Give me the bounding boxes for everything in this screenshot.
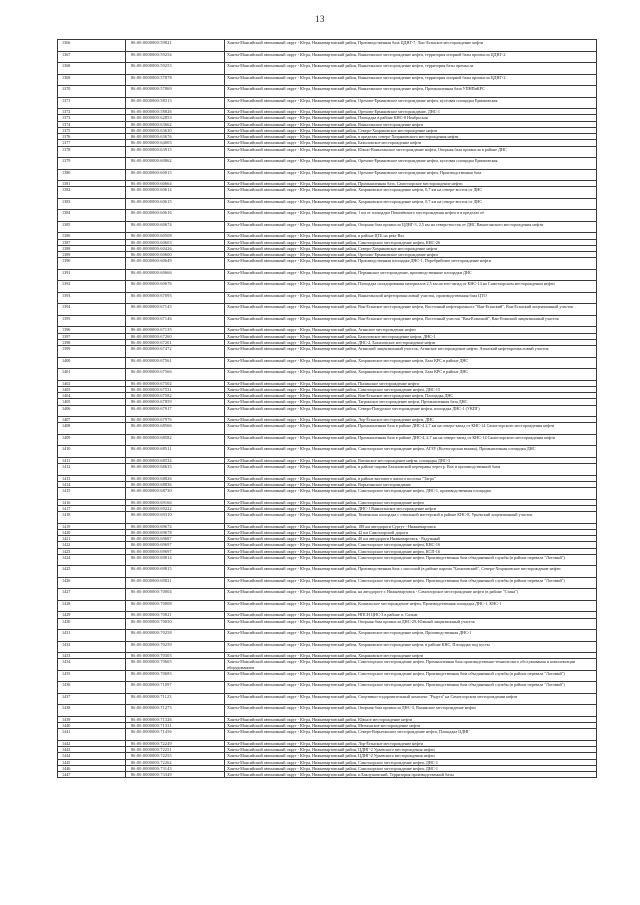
table-row: [58, 659, 597, 671]
registry-table-body: [58, 40, 597, 778]
location-description-cell: Ханты-Мансийский автономный округ - Югра, Нижневартовский район, ДНС-2, Бахиловское месторождение нефти: [225, 339, 597, 345]
cadastral-number-cell: 86:00:0000000:63676: [126, 134, 225, 140]
location-description-cell: Ханты-Мансийский автономный округ - Югра, Нижневартовский район, Промышленная база, Самотлорское месторождение нефти: [225, 181, 597, 187]
page-number: 13: [315, 14, 325, 24]
table-row: [58, 554, 597, 566]
row-number-cell: 1426: [58, 577, 126, 589]
cadastral-number-cell: 86:00:0000000:60666: [126, 269, 225, 281]
location-description-cell: Ханты-Мансийский автономный округ - Югра, Нижневартовский район, Северо-Покурское месторождение нефти, площадка ДНС-1 (УКПГ): [225, 405, 597, 417]
location-description-cell: Ханты-Мансийский автономный округ - Югра, Нижневартовский район, НПСН ЦНС-3 в районе п. Салым: [225, 612, 597, 618]
cadastral-number-cell: 86:00:0000000:71097: [126, 682, 225, 694]
cadastral-number-cell: 86:00:0000000:72255: [126, 753, 225, 759]
cadastral-number-cell: 86:00:0000000:59254: [126, 51, 225, 63]
row-number-cell: 1396: [58, 327, 126, 333]
location-description-cell: Ханты-Мансийский автономный округ - Югра, Нижневартовский район, Хохряковское месторождение нефти: [225, 653, 597, 659]
cadastral-number-cell: 86:00:0000000:70004: [126, 589, 225, 601]
table-row: [58, 772, 597, 778]
location-description-cell: Ханты-Мансийский автономный округ - Югра, Нижневартовский район, Лор-Ёганское месторождение нефти, ДНС: [225, 417, 597, 423]
location-description-cell: Ханты-Мансийский автономный округ - Югра, Нижневартовский район, Самотлорское месторождение нефти, ДНС-1: [225, 765, 597, 771]
row-number-cell: 1424: [58, 554, 126, 566]
cadastral-number-cell: 86:00:0000000:60676: [126, 281, 225, 293]
cadastral-number-cell: 86:00:0000000:60674: [126, 221, 225, 233]
cadastral-number-cell: 86:00:0000000:60614: [126, 187, 225, 199]
table-row: [58, 357, 597, 369]
row-number-cell: 1376: [58, 134, 126, 140]
row-number-cell: 1415: [58, 488, 126, 500]
location-description-cell: Ханты-Мансийский автономный округ - Югра, Нижневартовский район, Самотлорское месторождение нефти, Производственная база объединенной службы (в районе перевала "Лотовый"): [225, 682, 597, 694]
cadastral-number-cell: 86:00:0000000:72262: [126, 759, 225, 765]
row-number-cell: 1380: [58, 169, 126, 181]
table-row: [58, 670, 597, 682]
row-number-cell: 1414: [58, 481, 126, 487]
row-number-cell: 1374: [58, 121, 126, 127]
row-number-cell: 1432: [58, 641, 126, 653]
cadastral-number-cell: 86:00:0000000:60600: [126, 252, 225, 258]
row-number-cell: 1370: [58, 86, 126, 98]
row-number-cell: 1409: [58, 434, 126, 446]
table-row: [58, 269, 597, 281]
location-description-cell: Ханты-Мансийский автономный округ - Югра, Нижневартовский район, Орехово-Ермаковское месторождение нефти, Производственная база: [225, 169, 597, 181]
cadastral-number-cell: 86:00:0000000:68534: [126, 457, 225, 463]
row-number-cell: 1389: [58, 252, 126, 258]
row-number-cell: 1397: [58, 333, 126, 339]
row-number-cell: 1429: [58, 612, 126, 618]
location-description-cell: Ханты-Мансийский автономный округ - Югра, Нижневартовский район, 1 км от площадки Покачёвского месторождения нефти и в пределах её: [225, 210, 597, 222]
location-description-cell: Ханты-Мансийский автономный округ - Югра, Нижневартовский район, Ван-Еганское месторождение нефти, Площадка ДНС: [225, 393, 597, 399]
location-description-cell: Ханты-Мансийский автономный округ - Югра, Нижневартовский район, Площадка в районе КНС-8 Ноябрьская: [225, 115, 597, 121]
row-number-cell: 1421: [58, 536, 126, 542]
location-description-cell: Ханты-Мансийский автономный округ - Югра, Нижневартовский район, Орехово-Ермаковское месторождение нефти: [225, 252, 597, 258]
table-row: [58, 281, 597, 293]
row-number-cell: 1412: [58, 464, 126, 476]
table-row: [58, 630, 597, 642]
table-row: [58, 40, 597, 52]
location-description-cell: Ханты-Мансийский автономный округ - Югра, Нижневартовский район, Промышленная база в районе ДНС-4, 2,7 км на северо-запад от КНС-14 Самотлорского месторождения нефти: [225, 434, 597, 446]
row-number-cell: 1420: [58, 529, 126, 535]
row-number-cell: 1444: [58, 753, 126, 759]
location-description-cell: Ханты-Мансийский автономный округ - Югра, Нижневартовский район, Опорная база промысла ДНС-3, Вахинское месторождение нефти: [225, 705, 597, 717]
cadastral-number-cell: 86:00:0000000:69821: [126, 577, 225, 589]
location-description-cell: Ханты-Мансийский автономный округ - Югра, Нижневартовский район, Ваньеганский нефтепромысловый участок, производственная база ЦТО: [225, 292, 597, 304]
location-description-cell: Ханты-Мансийский автономный округ - Югра, Нижневартовский район, Хохряковское месторождение нефти, База КРС в районе ДНС: [225, 357, 597, 369]
row-number-cell: 1437: [58, 693, 126, 705]
cadastral-number-cell: 86:00:0000000:69678: [126, 529, 225, 535]
row-number-cell: 1382: [58, 187, 126, 199]
location-description-cell: Ханты-Мансийский автономный округ - Югра, Нижневартовский район, 42 км Самотлорской дороги: [225, 529, 597, 535]
row-number-cell: 1401: [58, 369, 126, 381]
cadastral-number-cell: 86:00:0000000:72249: [126, 740, 225, 746]
location-description-cell: Ханты-Мансийский автономный округ - Югра, Нижневартовский район, Агинский лицензионный участок, Агинское месторождение нефти, Агинский нефтепромысловый участок: [225, 346, 597, 358]
table-row: [58, 641, 597, 653]
location-description-cell: Ханты-Мансийский автономный округ - Югра, Нижневартовский район, Самотлорское месторождение нефти: [225, 499, 597, 505]
row-number-cell: 1384: [58, 210, 126, 222]
row-number-cell: 1443: [58, 747, 126, 753]
location-description-cell: Ханты-Мансийский автономный округ - Югра, Нижневартовский район, Северо-Хохряковское месторождение нефти: [225, 127, 597, 133]
location-description-cell: Ханты-Мансийский автономный округ - Югра, Нижневартовский район, Промышленная база в районе ДНС-4 2,7 км на северо-запад от КНС-14 Самотлорского месторождения нефти: [225, 423, 597, 435]
row-number-cell: 1445: [58, 759, 126, 765]
row-number-cell: 1367: [58, 51, 126, 63]
row-number-cell: 1398: [58, 339, 126, 345]
location-description-cell: Ханты-Мансийский автономный округ - Югра, Нижневартовский район, Бахиловское месторождение нефти, ДНС-1: [225, 333, 597, 339]
row-number-cell: 1446: [58, 765, 126, 771]
cadastral-number-cell: 86:00:0000000:67135: [126, 327, 225, 333]
cadastral-number-cell: 86:00:0000000:70021: [126, 612, 225, 618]
table-row: [58, 434, 597, 446]
location-description-cell: Ханты-Мансийский автономный округ - Югра, Нижневартовский район, Орехово-Ермаковское месторождение, ДНС-1: [225, 109, 597, 115]
cadastral-number-cell: 86:00:0000000:60616: [126, 210, 225, 222]
row-number-cell: 1410: [58, 446, 126, 458]
location-description-cell: Ханты-Мансийский автономный округ - Югра, Нижневартовский район, Ваньеганское месторождение нефти, территория опорной базы промысла ЦДНГ-2: [225, 51, 597, 63]
table-row: [58, 51, 597, 63]
location-description-cell: Ханты-Мансийский автономный округ - Югра, Нижневартовский район, Агинское месторождение нефти: [225, 327, 597, 333]
location-description-cell: Ханты-Мансийский автономный округ - Югра, Нижневартовский район, в районе вахтового жилого поселка "Тагра": [225, 475, 597, 481]
location-description-cell: Ханты-Мансийский автономный округ - Югра, Нижневартовский район, Северо-Хохряковское месторождение нефти: [225, 245, 597, 251]
cadastral-number-cell: 86:00:0000000:60426: [126, 245, 225, 251]
cadastral-number-cell: 86:00:0000000:68582: [126, 434, 225, 446]
location-description-cell: Ханты-Мансийский автономный округ - Югра, Нижневартовский район, Лор-Ёганское месторождение нефти: [225, 740, 597, 746]
table-row: [58, 512, 597, 524]
cadastral-number-cell: 86:00:0000000:67472: [126, 346, 225, 358]
table-row: [58, 187, 597, 199]
row-number-cell: 1442: [58, 740, 126, 746]
table-row: [58, 74, 597, 86]
location-description-cell: Ханты-Мансийский автономный округ - Югра, Нижневартовский район, ЦДНГ-2 Урьевского месторождения нефти: [225, 747, 597, 753]
cadastral-number-cell: 86:00:0000000:60649: [126, 258, 225, 270]
row-number-cell: 1417: [58, 505, 126, 511]
row-number-cell: 1375: [58, 127, 126, 133]
row-number-cell: 1390: [58, 258, 126, 270]
location-description-cell: Ханты-Мансийский автономный округ - Югра, Нижневартовский район, Самотлорское месторождение нефти, Производственная база объединенной службы (в районе перевала "Лотовый"): [225, 554, 597, 566]
table-row: [58, 589, 597, 601]
cadastral-number-cell: 86:00:0000000:67566: [126, 369, 225, 381]
cadastral-number-cell: 86:00:0000000:70258: [126, 630, 225, 642]
location-description-cell: Ханты-Мансийский автономный округ - Югра, Нижневартовский район, Самотлорское месторождение нефти, ДНС-1, производственная площадка: [225, 488, 597, 500]
cadastral-number-cell: 86:00:0000000:67917: [126, 405, 225, 417]
cadastral-number-cell: 86:00:0000000:57878: [126, 74, 225, 86]
row-number-cell: 1418: [58, 512, 126, 524]
location-description-cell: Ханты-Мансийский автономный округ - Югра, Нижневартовский район, Спортивно-оздоровительный комплекс "Радуга" на Самотлорском месторождении нефти: [225, 693, 597, 705]
row-number-cell: 1369: [58, 74, 126, 86]
location-description-cell: Ханты-Мансийский автономный округ - Югра, Нижневартовский район, Ван-Еганское месторождение нефти, Восточный нефтепромысел "Ван-Еганский", Ван-Еганский лицензионный участок: [225, 304, 597, 316]
cadastral-number-cell: 86:00:0000000:69815: [126, 566, 225, 578]
row-number-cell: 1436: [58, 682, 126, 694]
table-row: [58, 304, 597, 316]
row-number-cell: 1408: [58, 423, 126, 435]
cadastral-number-cell: 86:00:0000000:71456: [126, 729, 225, 741]
cadastral-number-cell: 86:00:0000000:72251: [126, 747, 225, 753]
row-number-cell: 1416: [58, 499, 126, 505]
row-number-cell: 1435: [58, 670, 126, 682]
cadastral-number-cell: 86:00:0000000:69697: [126, 548, 225, 554]
row-number-cell: 1378: [58, 146, 126, 158]
row-number-cell: 1386: [58, 233, 126, 239]
row-number-cell: 1383: [58, 198, 126, 210]
cadastral-number-cell: 86:00:0000000:70303: [126, 653, 225, 659]
cadastral-number-cell: 86:00:0000000:70683: [126, 670, 225, 682]
table-row: [58, 86, 597, 98]
location-description-cell: Ханты-Мансийский автономный округ - Югра, Нижневартовский район, Самотлорское месторождение нефти, КНС-16: [225, 542, 597, 548]
location-description-cell: Ханты-Мансийский автономный округ - Югра, Нижневартовский район, Пылинское месторождение нефти: [225, 380, 597, 386]
table-row: [58, 315, 597, 327]
row-number-cell: 1440: [58, 723, 126, 729]
row-number-cell: 1407: [58, 417, 126, 423]
cadastral-number-cell: 86:00:0000000:59821: [126, 40, 225, 52]
location-description-cell: Ханты-Мансийский автономный округ - Югра, Нижневартовский район, ЦДНГ-2 Урьевского месторождения нефти: [225, 753, 597, 759]
cadastral-number-cell: 86:00:0000000:67201: [126, 339, 225, 345]
registry-table: [57, 39, 597, 778]
row-number-cell: 1402: [58, 380, 126, 386]
row-number-cell: 1394: [58, 304, 126, 316]
table-row: [58, 210, 597, 222]
table-row: [58, 729, 597, 741]
location-description-cell: Ханты-Мансийский автономный округ - Югра, Нижневартовский район, Ваньеганское месторождение нефти, Промышленная база УПНПиКРС: [225, 86, 597, 98]
table-row: [58, 405, 597, 417]
row-number-cell: 1423: [58, 548, 126, 554]
location-description-cell: Ханты-Мансийский автономный округ - Югра, Нижневартовский район, Производственная площадка ДНС-1, Поребрийское месторождение нефти: [225, 258, 597, 270]
location-description-cell: Ханты-Мансийский автономный округ - Югра, Нижневартовский район, Самотлорское месторождение нефти, КСП-16: [225, 548, 597, 554]
location-description-cell: Ханты-Мансийский автономный округ - Югра, Нижневартовский район, Площадка складирования материалов 2,5 км на юго-запад от КНС-14 на Самотлорском месторождении нефти: [225, 281, 597, 293]
location-description-cell: Ханты-Мансийский автономный округ - Югра, Нижневартовский район, Производственная база с насосной (в районе парома "Бахиловский", Северо-Хохряковское месторождение нефти: [225, 566, 597, 578]
cadastral-number-cell: 86:00:0000000:69166: [126, 499, 225, 505]
cadastral-number-cell: 86:00:0000000:58826: [126, 109, 225, 115]
cadastral-number-cell: 86:00:0000000:68826: [126, 475, 225, 481]
row-number-cell: 1391: [58, 269, 126, 281]
location-description-cell: Ханты-Мансийский автономный округ - Югра, Нижневартовский район, п.Баклушовский, Территория производственной базы: [225, 772, 597, 778]
cadastral-number-cell: 86:00:0000000:60062: [126, 158, 225, 170]
row-number-cell: 1404: [58, 393, 126, 399]
cadastral-number-cell: 86:00:0000000:68566: [126, 423, 225, 435]
cadastral-number-cell: 86:00:0000000:67260: [126, 333, 225, 339]
cadastral-number-cell: 86:00:0000000:70259: [126, 641, 225, 653]
cadastral-number-cell: 86:00:0000000:68635: [126, 464, 225, 476]
row-number-cell: 1379: [58, 158, 126, 170]
row-number-cell: 1431: [58, 630, 126, 642]
cadastral-number-cell: 86:00:0000000:67561: [126, 357, 225, 369]
cadastral-number-cell: 86:00:0000000:60015: [126, 169, 225, 181]
table-row: [58, 464, 597, 476]
location-description-cell: Ханты-Мансийский автономный округ - Югра, Нижневартовский район, Тагринское месторождение нефти, Промышленная база ДНС: [225, 399, 597, 405]
location-description-cell: Ханты-Мансийский автономный округ - Югра, Нижневартовский район, Самотлорское месторождение нефти, ДНС-15: [225, 386, 597, 392]
location-description-cell: Ханты-Мансийский автономный округ - Югра, Нижневартовский район, Бахиловское месторождение нефти: [225, 140, 597, 146]
row-number-cell: 1439: [58, 716, 126, 722]
location-description-cell: Ханты-Мансийский автономный округ - Югра, Нижневартовский район, Орехово-Ермаковское месторождение нефти, кустовая площадка Ермаковская: [225, 158, 597, 170]
cadastral-number-cell: 86:00:0000000:60603: [126, 239, 225, 245]
cadastral-number-cell: 86:00:0000000:73349: [126, 772, 225, 778]
row-number-cell: 1406: [58, 405, 126, 417]
row-number-cell: 1395: [58, 315, 126, 327]
table-row: [58, 705, 597, 717]
location-description-cell: Ханты-Мансийский автономный округ - Югра, Нижневартовский район, Ватинское месторождение нефти, площадка ДНС-3: [225, 457, 597, 463]
table-row: [58, 577, 597, 589]
location-description-cell: Ханты-Мансийский автономный округ - Югра, Нижневартовский район, Хохряковское месторождение нефти, Производственная ДНС-1: [225, 630, 597, 642]
location-description-cell: Ханты-Мансийский автономный округ - Югра, Нижневартовский район, Хохряковское месторождение нефти, База КРС в районе ДНС: [225, 369, 597, 381]
row-number-cell: 1434: [58, 659, 126, 671]
location-description-cell: Ханты-Мансийский автономный округ - Югра, Нижневартовский район, Пермякское месторождение, производственные площадки ДНС: [225, 269, 597, 281]
row-number-cell: 1422: [58, 542, 126, 548]
location-description-cell: Ханты-Мансийский автономный округ - Югра, Нижневартовский район, Ваньеганское месторождение нефти: [225, 121, 597, 127]
cadastral-number-cell: 86:00:0000000:59253: [126, 63, 225, 75]
cadastral-number-cell: 86:00:0000000:67145: [126, 304, 225, 316]
cadastral-number-cell: 86:00:0000000:68730: [126, 488, 225, 500]
cadastral-number-cell: 86:00:0000000:64003: [126, 140, 225, 146]
table-row: [58, 693, 597, 705]
row-number-cell: 1411: [58, 457, 126, 463]
location-description-cell: Ханты-Мансийский автономный округ - Югра, Нижневартовский район, Мегионское месторождение нефти: [225, 723, 597, 729]
row-number-cell: 1371: [58, 97, 126, 109]
location-description-cell: Ханты-Мансийский автономный округ - Югра, Нижневартовский район, 188 км автодороги Сургут - Нижневартовск: [225, 523, 597, 529]
table-row: [58, 158, 597, 170]
cadastral-number-cell: 86:00:0000000:69674: [126, 523, 225, 529]
cadastral-number-cell: 86:00:0000000:67531: [126, 386, 225, 392]
row-number-cell: 1373: [58, 115, 126, 121]
cadastral-number-cell: 86:00:0000000:71331: [126, 723, 225, 729]
location-description-cell: Ханты-Мансийский автономный округ - Югра, Нижневартовский район, Южное месторождение нефти: [225, 716, 597, 722]
table-row: [58, 423, 597, 435]
cadastral-number-cell: 86:00:0000000:62853: [126, 115, 225, 121]
cadastral-number-cell: 86:00:0000000:57869: [126, 86, 225, 98]
row-number-cell: 1425: [58, 566, 126, 578]
table-row: [58, 97, 597, 109]
table-row: [58, 682, 597, 694]
cadastral-number-cell: 86:00:0000000:67582: [126, 393, 225, 399]
location-description-cell: Ханты-Мансийский автономный округ - Югра, Нижневартовский район, Варьеганское месторождение: [225, 481, 597, 487]
location-description-cell: Ханты-Мансийский автономный округ - Югра, Нижневартовский район, в пределах северо-Хохряковского месторождения нефти: [225, 134, 597, 140]
location-description-cell: Ханты-Мансийский автономный округ - Югра, Нижневартовский район, Самотлорское месторождение нефти, КНС-26: [225, 239, 597, 245]
cadastral-number-cell: 86:00:0000000:73143: [126, 765, 225, 771]
row-number-cell: 1419: [58, 523, 126, 529]
row-number-cell: 1377: [58, 140, 126, 146]
table-row: [58, 146, 597, 158]
row-number-cell: 1413: [58, 475, 126, 481]
cadastral-number-cell: 86:00:0000000:70665: [126, 659, 225, 671]
table-row: [58, 488, 597, 500]
table-row: [58, 346, 597, 358]
cadastral-number-cell: 86:00:0000000:63915: [126, 146, 225, 158]
row-number-cell: 1433: [58, 653, 126, 659]
row-number-cell: 1447: [58, 772, 126, 778]
cadastral-number-cell: 86:00:0000000:70008: [126, 600, 225, 612]
cadastral-number-cell: 86:00:0000000:68836: [126, 481, 225, 487]
location-description-cell: Ханты-Мансийский автономный округ - Югра, Нижневартовский район, Самотлорское месторождение нефти, ДНС-1: [225, 759, 597, 765]
location-description-cell: Ханты-Мансийский автономный округ - Югра, Нижневартовский район, Самотлорское месторождение нефти, Производственная база объединенной службы (в районе перевала "Лотовый"): [225, 670, 597, 682]
table-row: [58, 600, 597, 612]
row-number-cell: 1385: [58, 221, 126, 233]
row-number-cell: 1405: [58, 399, 126, 405]
location-description-cell: Ханты-Мансийский автономный округ - Югра, Нижневартовский район, Южно-Ваньеганское месторождение нефти, Опорная база промысла в районе ДНС: [225, 146, 597, 158]
table-row: [58, 221, 597, 233]
location-description-cell: Ханты-Мансийский автономный округ - Югра, Нижневартовский район, Хохряковское месторождение нефти, в районе КНС, Площадка под кусты: [225, 641, 597, 653]
row-number-cell: 1366: [58, 40, 126, 52]
location-description-cell: Ханты-Мансийский автономный округ - Югра, Нижневартовский район, 40 км автодороги Нижневартовск - Радужный: [225, 536, 597, 542]
table-row: [58, 63, 597, 75]
location-description-cell: Ханты-Мансийский автономный округ - Югра, Нижневартовский район, Ваньеганское месторождение нефти, территория базы промысла: [225, 63, 597, 75]
location-description-cell: Ханты-Мансийский автономный округ - Югра, Нижневартовский район, Самотлорское месторождение нефти, АГЗУ (Колтогорская вышка), Промышленная площадка ДНС: [225, 446, 597, 458]
table-row: [58, 446, 597, 458]
row-number-cell: 1427: [58, 589, 126, 601]
location-description-cell: Ханты-Мансийский автономный округ - Югра, Нижневартовский район, Опорная база промысла ЦДНГ-3, 2,5 км на северо-восток от ДНС Ваньеганского месторождения нефти: [225, 221, 597, 233]
cadastral-number-cell: 86:00:0000000:69222: [126, 505, 225, 511]
row-number-cell: 1430: [58, 618, 126, 630]
location-description-cell: Ханты-Мансийский автономный округ - Югра, Нижневартовский район, ДНС-1 Ваньеганское месторождение нефти: [225, 505, 597, 511]
cadastral-number-cell: 86:00:0000000:60664: [126, 181, 225, 187]
location-description-cell: Ханты-Мансийский автономный округ - Югра, Нижневартовский район, Ваньеганское месторождение нефти, территория опорной базы промысла ЦДНГ-2: [225, 74, 597, 86]
row-number-cell: 1368: [58, 63, 126, 75]
cadastral-number-cell: 86:00:0000000:71123: [126, 693, 225, 705]
location-description-cell: Ханты-Мансийский автономный округ - Югра, Нижневартовский район, в районе ЦТБ на реке Вах: [225, 233, 597, 239]
location-description-cell: Ханты-Мансийский автономный округ - Югра, Нижневартовский район, Орехово-Ермаковское месторождение нефти, кустовая площадка Ермаковская: [225, 97, 597, 109]
row-number-cell: 1399: [58, 346, 126, 358]
row-number-cell: 1372: [58, 109, 126, 115]
cadastral-number-cell: 86:00:0000000:71273: [126, 705, 225, 717]
row-number-cell: 1403: [58, 386, 126, 392]
location-description-cell: Ханты-Мансийский автономный округ - Югра, Нижневартовский район, Самотлорское месторождение нефти, Промышленная база производственно-технического обслуживания и комплектации оборудованием: [225, 659, 597, 671]
row-number-cell: 1388: [58, 245, 126, 251]
cadastral-number-cell: 86:00:0000000:68511: [126, 446, 225, 458]
cadastral-number-cell: 86:00:0000000:70050: [126, 618, 225, 630]
cadastral-number-cell: 86:00:0000000:69310: [126, 512, 225, 524]
table-row: [58, 618, 597, 630]
row-number-cell: 1438: [58, 705, 126, 717]
row-number-cell: 1393: [58, 292, 126, 304]
location-description-cell: Ханты-Мансийский автономный округ - Югра, Нижневартовский район, Опорная база промысла ДНС-29, Южный лицензионный участок: [225, 618, 597, 630]
location-description-cell: Ханты-Мансийский автономный округ - Югра, Нижневартовский район, Хохряковское месторождение нефти, 0,7 км на северо-восток от ДНС: [225, 187, 597, 199]
row-number-cell: 1387: [58, 239, 126, 245]
location-description-cell: Ханты-Мансийский автономный округ - Югра, Нижневартовский район, на автодороге г. Нижневартовск - Самотлорское месторождение нефти (в районе "Стана"): [225, 589, 597, 601]
row-number-cell: 1428: [58, 600, 126, 612]
row-number-cell: 1400: [58, 357, 126, 369]
location-description-cell: Ханты-Мансийский автономный округ - Югра, Нижневартовский район, Хохряковское месторождение нефти, 0,7 км на северо-восток от ДНС: [225, 198, 597, 210]
cadastral-number-cell: 86:00:0000000:60615: [126, 198, 225, 210]
location-description-cell: Ханты-Мансийский автономный округ - Югра, Нижневартовский район, Кошильское месторождение нефти, Производственная площадка ДНС-1, КНС-1: [225, 600, 597, 612]
cadastral-number-cell: 86:00:0000000:69814: [126, 554, 225, 566]
cadastral-number-cell: 86:00:0000000:60508: [126, 233, 225, 239]
table-row: [58, 198, 597, 210]
location-description-cell: Ханты-Мансийский автономный округ - Югра, Нижневартовский район, Ван-Еганское месторождение нефти, Восточный участок "Ван-Еганский", Ван-Еганский лицензионный участок: [225, 315, 597, 327]
location-description-cell: Ханты-Мансийский автономный округ - Югра, Нижневартовский район, Тюменская площадка с отвальной мастерской в районе КНС-8, Урьевский лицензионный участок: [225, 512, 597, 524]
table-row: [58, 292, 597, 304]
location-description-cell: Ханты-Мансийский автономный округ - Югра, Нижневартовский район, Северо-Варьеганское месторождение нефти, Площадка ЦДНГ: [225, 729, 597, 741]
row-number-cell: 1381: [58, 181, 126, 187]
table-row: [58, 258, 597, 270]
cadastral-number-cell: 86:00:0000000:63630: [126, 127, 225, 133]
cadastral-number-cell: 86:00:0000000:67976: [126, 417, 225, 423]
location-description-cell: Ханты-Мансийский автономный округ - Югра, Нижневартовский район, Производственная база ЦДНГ-7, Лыс-Еганское месторождение нефти: [225, 40, 597, 52]
location-description-cell: Ханты-Мансийский автономный округ - Югра, Нижневартовский район, в районе парома Бахиловской переправы через р. Вах и производственной базы: [225, 464, 597, 476]
row-number-cell: 1392: [58, 281, 126, 293]
cadastral-number-cell: 86:00:0000000:67502: [126, 380, 225, 386]
location-description-cell: Ханты-Мансийский автономный округ - Югра, Нижневартовский район, Самотлорское месторождение нефти, Производственная база объединенной службы (в районе перевала "Лотовый"): [225, 577, 597, 589]
table-row: [58, 566, 597, 578]
cadastral-number-cell: 86:00:0000000:71326: [126, 716, 225, 722]
cadastral-number-cell: 86:00:0000000:67146: [126, 315, 225, 327]
table-row: [58, 169, 597, 181]
cadastral-number-cell: 86:00:0000000:63662: [126, 121, 225, 127]
cadastral-number-cell: 86:00:0000000:58313: [126, 97, 225, 109]
cadastral-number-cell: 86:00:0000000:67859: [126, 399, 225, 405]
table-row: [58, 369, 597, 381]
cadastral-number-cell: 86:00:0000000:69687: [126, 536, 225, 542]
cadastral-number-cell: 86:00:0000000:67093: [126, 292, 225, 304]
cadastral-number-cell: 86:00:0000000:69697: [126, 542, 225, 548]
row-number-cell: 1441: [58, 729, 126, 741]
